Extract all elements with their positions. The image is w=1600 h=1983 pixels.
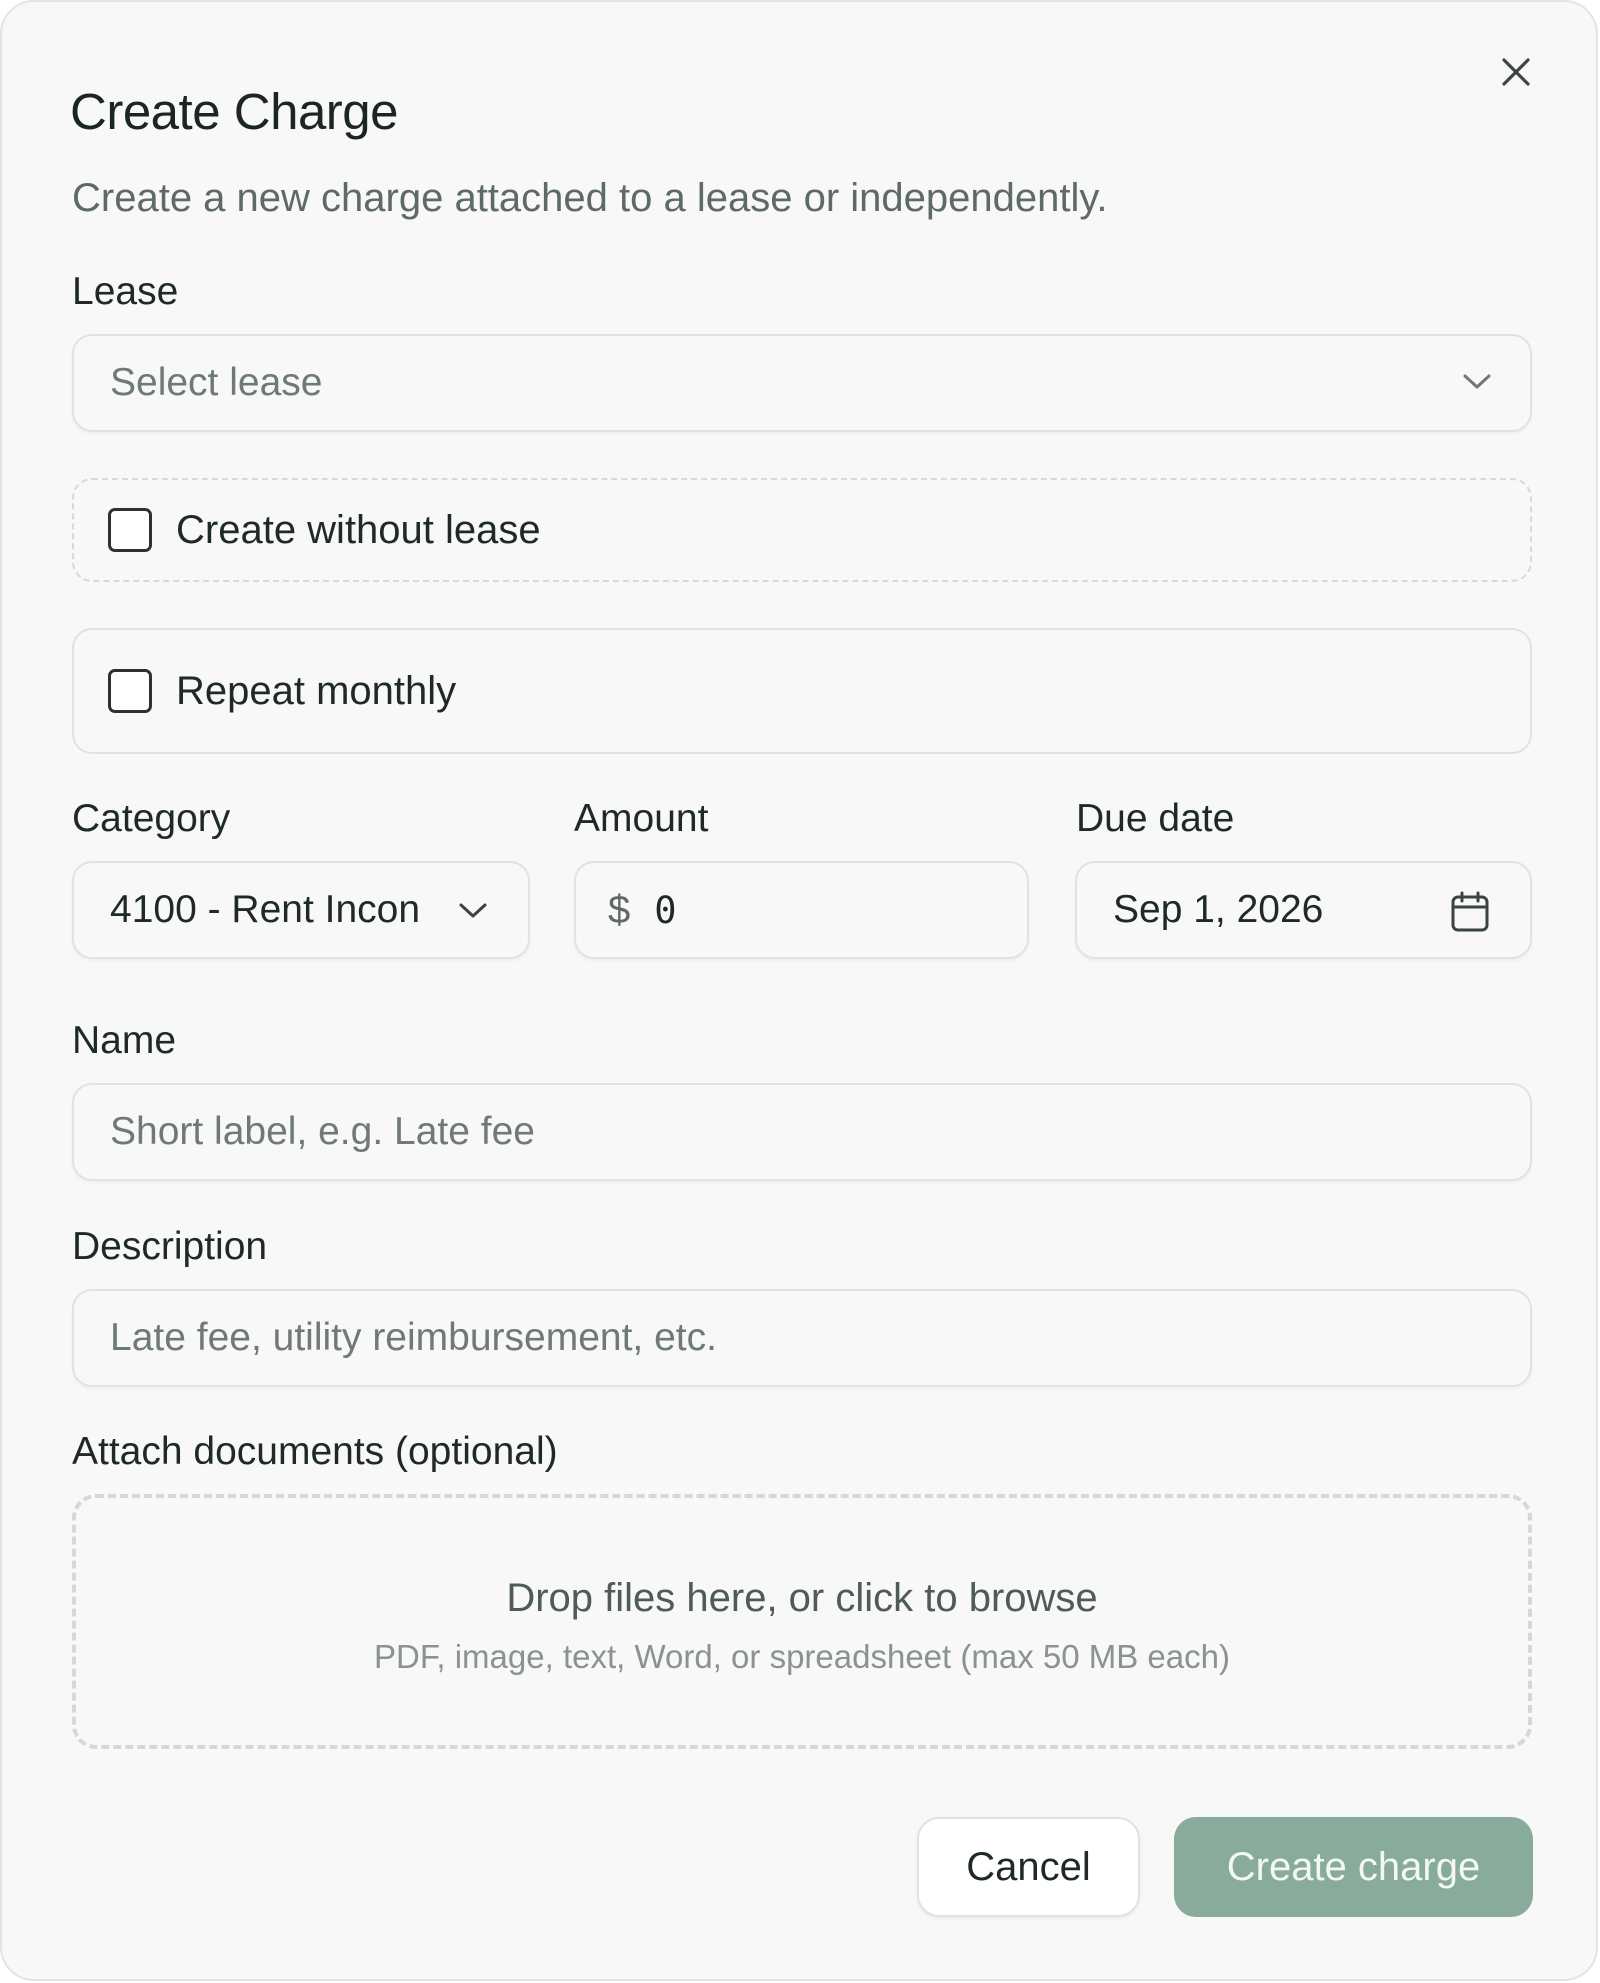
description-input[interactable] xyxy=(72,1289,1532,1387)
description-placeholder: Late fee, utility reimbursement, etc. xyxy=(110,1316,717,1359)
repeat-monthly-checkbox[interactable] xyxy=(108,669,152,713)
category-select[interactable] xyxy=(72,861,530,959)
name-placeholder: Short label, e.g. Late fee xyxy=(110,1110,535,1153)
lease-select[interactable] xyxy=(72,334,1532,432)
cancel-button[interactable]: Cancel xyxy=(917,1817,1140,1917)
due-date-label: Due date xyxy=(1076,797,1235,840)
dialog-subtitle: Create a new charge attached to a lease or independently. xyxy=(72,176,1108,220)
create-without-lease-checkbox[interactable] xyxy=(108,508,152,552)
repeat-monthly-option[interactable] xyxy=(72,628,1532,754)
chevron-down-icon xyxy=(1462,372,1492,392)
close-icon xyxy=(1501,57,1531,87)
dropzone-text: Drop files here, or click to browse xyxy=(506,1576,1098,1620)
category-label: Category xyxy=(72,797,231,840)
name-input[interactable] xyxy=(72,1083,1532,1181)
amount-label: Amount xyxy=(574,797,709,840)
create-without-lease-label: Create without lease xyxy=(176,507,541,552)
category-value: 4100 - Rent Incon xyxy=(110,888,421,931)
file-dropzone[interactable] xyxy=(72,1494,1532,1749)
lease-label: Lease xyxy=(72,270,179,313)
repeat-monthly-label: Repeat monthly xyxy=(176,668,457,713)
due-date-value: Sep 1, 2026 xyxy=(1113,888,1324,931)
name-label: Name xyxy=(72,1019,177,1062)
calendar-icon[interactable] xyxy=(1450,891,1490,933)
amount-input[interactable] xyxy=(574,861,1029,959)
lease-placeholder: Select lease xyxy=(110,361,323,404)
dropzone-hint: PDF, image, text, Word, or spreadsheet (max 50 MB each) xyxy=(374,1638,1230,1675)
create-without-lease-option[interactable] xyxy=(72,478,1532,582)
amount-value: 0 xyxy=(654,888,677,932)
attachments-label: Attach documents (optional) xyxy=(72,1430,558,1473)
currency-symbol: $ xyxy=(608,887,631,932)
description-label: Description xyxy=(72,1225,268,1268)
due-date-input[interactable] xyxy=(1075,861,1532,959)
create-charge-button[interactable]: Create charge xyxy=(1174,1817,1533,1917)
chevron-down-icon xyxy=(458,901,488,921)
close-button[interactable] xyxy=(1494,50,1538,94)
dialog-title: Create Charge xyxy=(70,83,399,140)
